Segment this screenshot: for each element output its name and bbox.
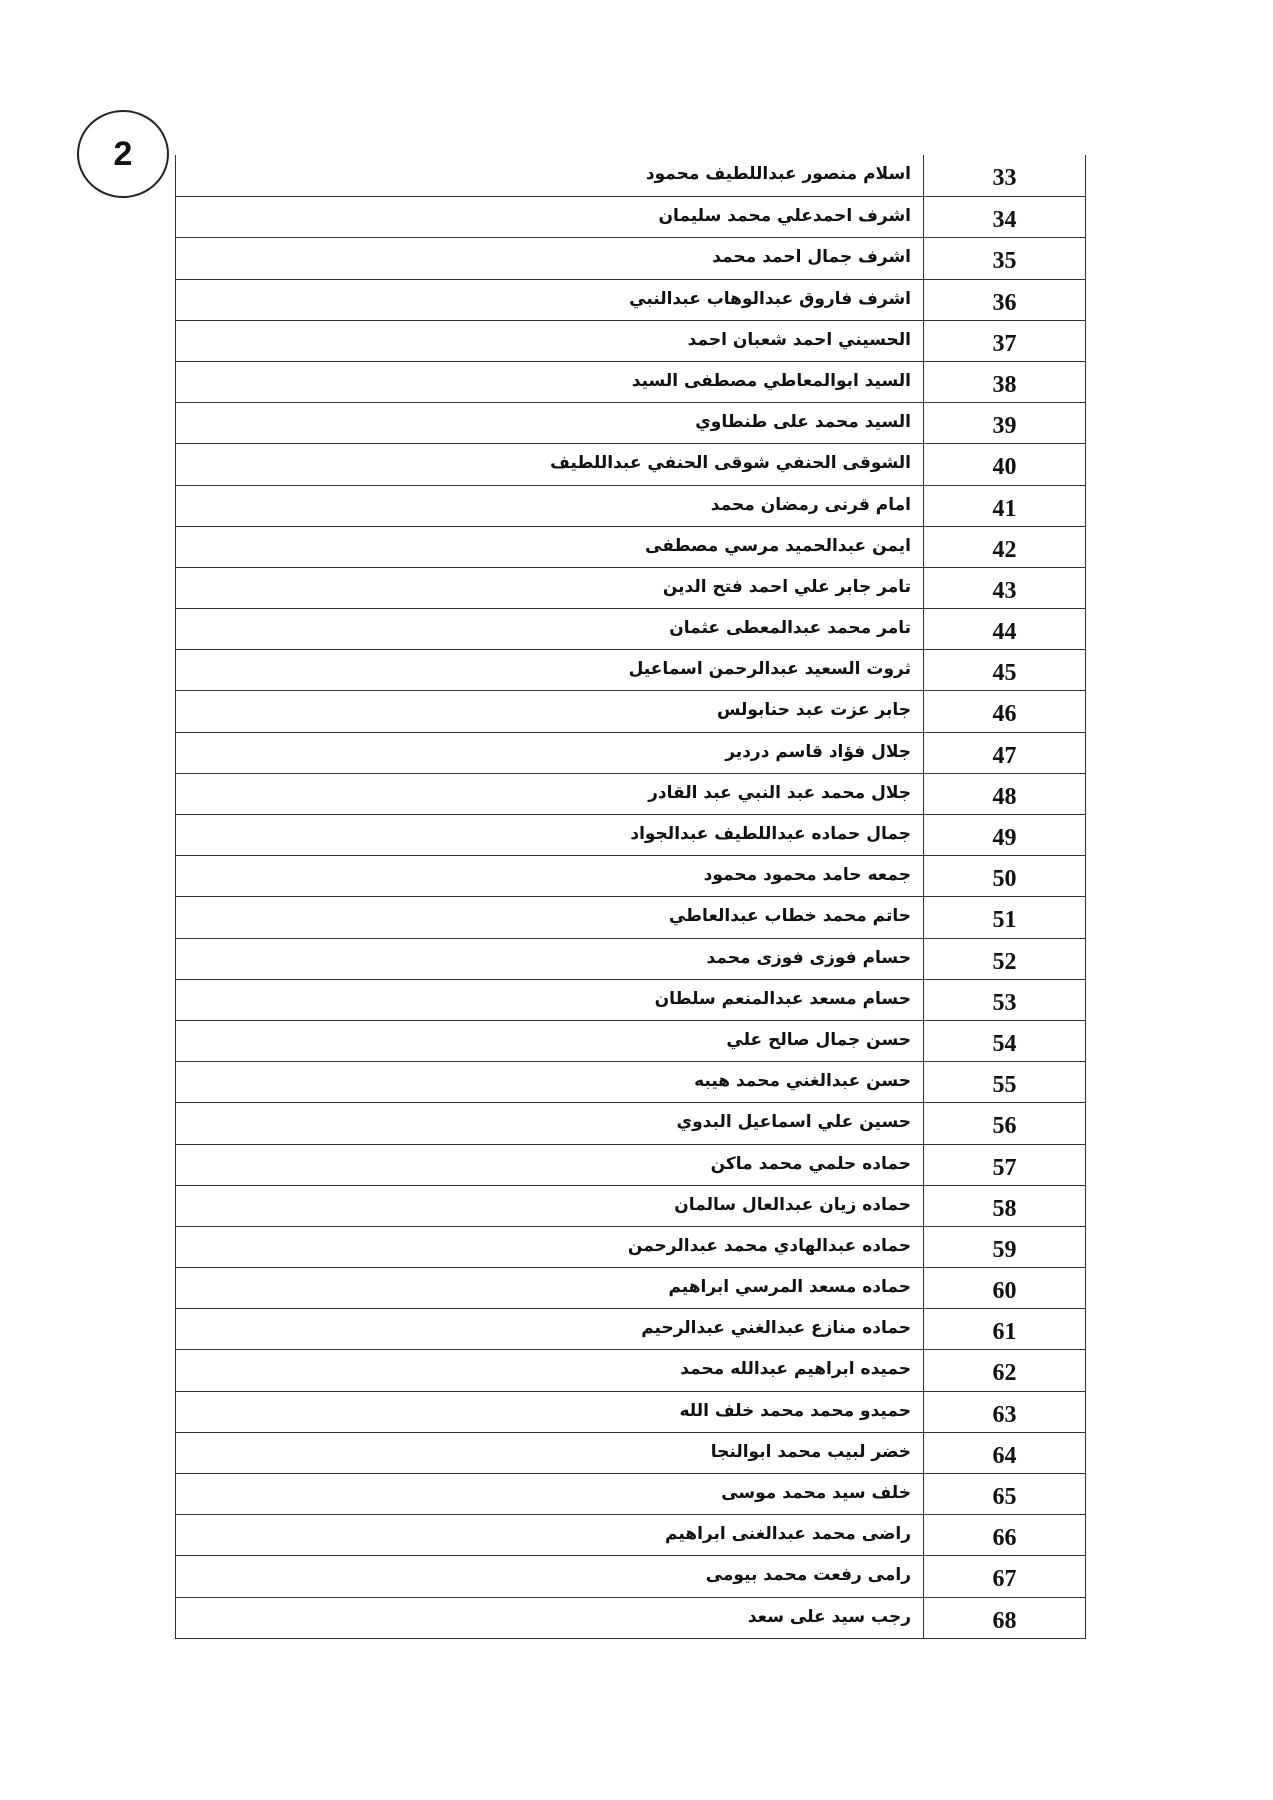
serial-number-cell: 40 (923, 444, 1085, 484)
name-cell: راضى محمد عبدالغنى ابراهيم (665, 1524, 911, 1545)
serial-number-cell: 60 (923, 1268, 1085, 1308)
name-cell: حميده ابراهيم عبدالله محمد (680, 1359, 911, 1380)
name-cell: جابر عزت عبد حنابولس (716, 700, 911, 721)
name-cell: خضر لبيب محمد ابوالنجا (710, 1441, 911, 1462)
table-row (176, 690, 1085, 731)
name-cell: اشرف احمدعلي محمد سليمان (658, 206, 911, 227)
serial-number-cell: 57 (923, 1145, 1085, 1185)
serial-number-cell: 50 (923, 856, 1085, 896)
serial-number-cell: 53 (923, 980, 1085, 1020)
serial-number-cell: 36 (923, 280, 1085, 320)
serial-number-cell: 42 (923, 527, 1085, 567)
names-table (175, 155, 1086, 1639)
serial-number-cell: 47 (923, 733, 1085, 773)
serial-number-cell: 63 (923, 1392, 1085, 1432)
name-cell: حماده عبدالهادي محمد عبدالرحمن (627, 1235, 911, 1256)
table-row (176, 485, 1085, 526)
table-row (176, 1473, 1085, 1514)
name-cell: تامر جابر علي احمد فتح الدين (662, 576, 911, 597)
name-cell: حسام فوزى فوزى محمد (706, 947, 911, 968)
table-row (176, 155, 1085, 196)
table-row (176, 1349, 1085, 1390)
name-cell: اشرف فاروق عبدالوهاب عبدالنبي (629, 288, 911, 309)
table-row (176, 979, 1085, 1020)
serial-number-cell: 37 (923, 321, 1085, 361)
table-row (176, 237, 1085, 278)
serial-number-cell: 52 (923, 939, 1085, 979)
table-row (176, 608, 1085, 649)
table-row (176, 526, 1085, 567)
table-row (176, 402, 1085, 443)
serial-number-cell: 59 (923, 1227, 1085, 1267)
name-cell: حماده مسعد المرسي ابراهيم (668, 1277, 911, 1298)
serial-number-cell: 34 (923, 197, 1085, 237)
name-cell: امام قرنى رمضان محمد (710, 494, 911, 515)
name-cell: جلال محمد عبد النبي عبد القادر (648, 782, 911, 803)
table-row (176, 814, 1085, 855)
name-cell: ايمن عبدالحميد مرسي مصطفى (645, 535, 911, 556)
name-cell: اشرف جمال احمد محمد (712, 247, 911, 268)
serial-number-cell: 41 (923, 486, 1085, 526)
table-row (176, 320, 1085, 361)
table-row (176, 1555, 1085, 1596)
table-row (176, 1267, 1085, 1308)
serial-number-cell: 67 (923, 1556, 1085, 1596)
serial-number-cell: 44 (923, 609, 1085, 649)
serial-number-cell: 58 (923, 1186, 1085, 1226)
name-cell: حسن جمال صالح علي (726, 1029, 911, 1050)
table-row (176, 567, 1085, 608)
table-row (176, 1020, 1085, 1061)
table-row (176, 1185, 1085, 1226)
name-cell: حماده حلمي محمد ماكن (710, 1153, 911, 1174)
serial-number-cell: 65 (923, 1474, 1085, 1514)
name-cell: الشوقى الحنفي شوقى الحنفي عبداللطيف (550, 453, 911, 474)
name-cell: حسام مسعد عبدالمنعم سلطان (654, 988, 911, 1009)
serial-number-cell: 68 (923, 1598, 1085, 1638)
name-cell: حاتم محمد خطاب عبدالعاطي (668, 906, 911, 927)
name-cell: حماده زيان عبدالعال سالمان (674, 1194, 911, 1215)
serial-number-cell: 56 (923, 1103, 1085, 1143)
table-row (176, 773, 1085, 814)
serial-number-cell: 43 (923, 568, 1085, 608)
name-cell: جمال حماده عبداللطيف عبدالجواد (630, 824, 911, 844)
name-cell: جلال فؤاد قاسم دردير (725, 741, 911, 762)
serial-number-cell: 33 (923, 155, 1085, 196)
table-row (176, 1226, 1085, 1267)
serial-number-cell: 62 (923, 1350, 1085, 1390)
serial-number-cell: 51 (923, 897, 1085, 937)
table-row (176, 279, 1085, 320)
table-row (176, 938, 1085, 979)
serial-number-cell: 48 (923, 774, 1085, 814)
table-row (176, 1308, 1085, 1349)
name-cell: الحسيني احمد شعبان احمد (687, 329, 911, 350)
table-row (176, 1514, 1085, 1555)
table-row (176, 1102, 1085, 1143)
table-row (176, 1061, 1085, 1102)
serial-number-cell: 54 (923, 1021, 1085, 1061)
table-row (176, 855, 1085, 896)
table-row (176, 1597, 1085, 1638)
serial-number-cell: 64 (923, 1433, 1085, 1473)
serial-number-cell: 55 (923, 1062, 1085, 1102)
table-row (176, 1391, 1085, 1432)
table-row (176, 649, 1085, 690)
serial-number-cell: 35 (923, 238, 1085, 278)
name-cell: حسن عبدالغني محمد هيبه (694, 1071, 911, 1092)
table-row (176, 1432, 1085, 1473)
serial-number-cell: 38 (923, 362, 1085, 402)
serial-number-cell: 66 (923, 1515, 1085, 1555)
name-cell: حسين علي اسماعيل البدوي (676, 1112, 911, 1133)
name-cell: السيد محمد على طنطاوي (695, 412, 911, 433)
name-cell: السيد ابوالمعاطي مصطفى السيد (631, 370, 911, 391)
serial-number-cell: 39 (923, 403, 1085, 443)
name-cell: جمعه حامد محمود محمود (703, 865, 911, 886)
name-cell: خلف سيد محمد موسى (721, 1483, 911, 1503)
name-cell: حميدو محمد محمد خلف الله (679, 1400, 911, 1421)
name-cell: ثروت السعيد عبدالرحمن اسماعيل (628, 659, 911, 680)
serial-number-cell: 45 (923, 650, 1085, 690)
table-row (176, 1144, 1085, 1185)
name-cell: رامى رفعت محمد بيومى (705, 1565, 911, 1586)
table-row (176, 196, 1085, 237)
name-cell: حماده منازع عبدالغني عبدالرحيم (641, 1318, 911, 1339)
serial-number-cell: 61 (923, 1309, 1085, 1349)
table-row (176, 443, 1085, 484)
table-row (176, 361, 1085, 402)
name-cell: تامر محمد عبدالمعطى عثمان (669, 618, 911, 639)
table-row (176, 896, 1085, 937)
serial-number-cell: 49 (923, 815, 1085, 855)
serial-number-cell: 46 (923, 691, 1085, 731)
table-row (176, 732, 1085, 773)
page-number-badge: 2 (77, 110, 169, 198)
name-cell: اسلام منصور عبداللطيف محمود (645, 164, 911, 184)
name-cell: رجب سيد على سعد (747, 1606, 911, 1627)
